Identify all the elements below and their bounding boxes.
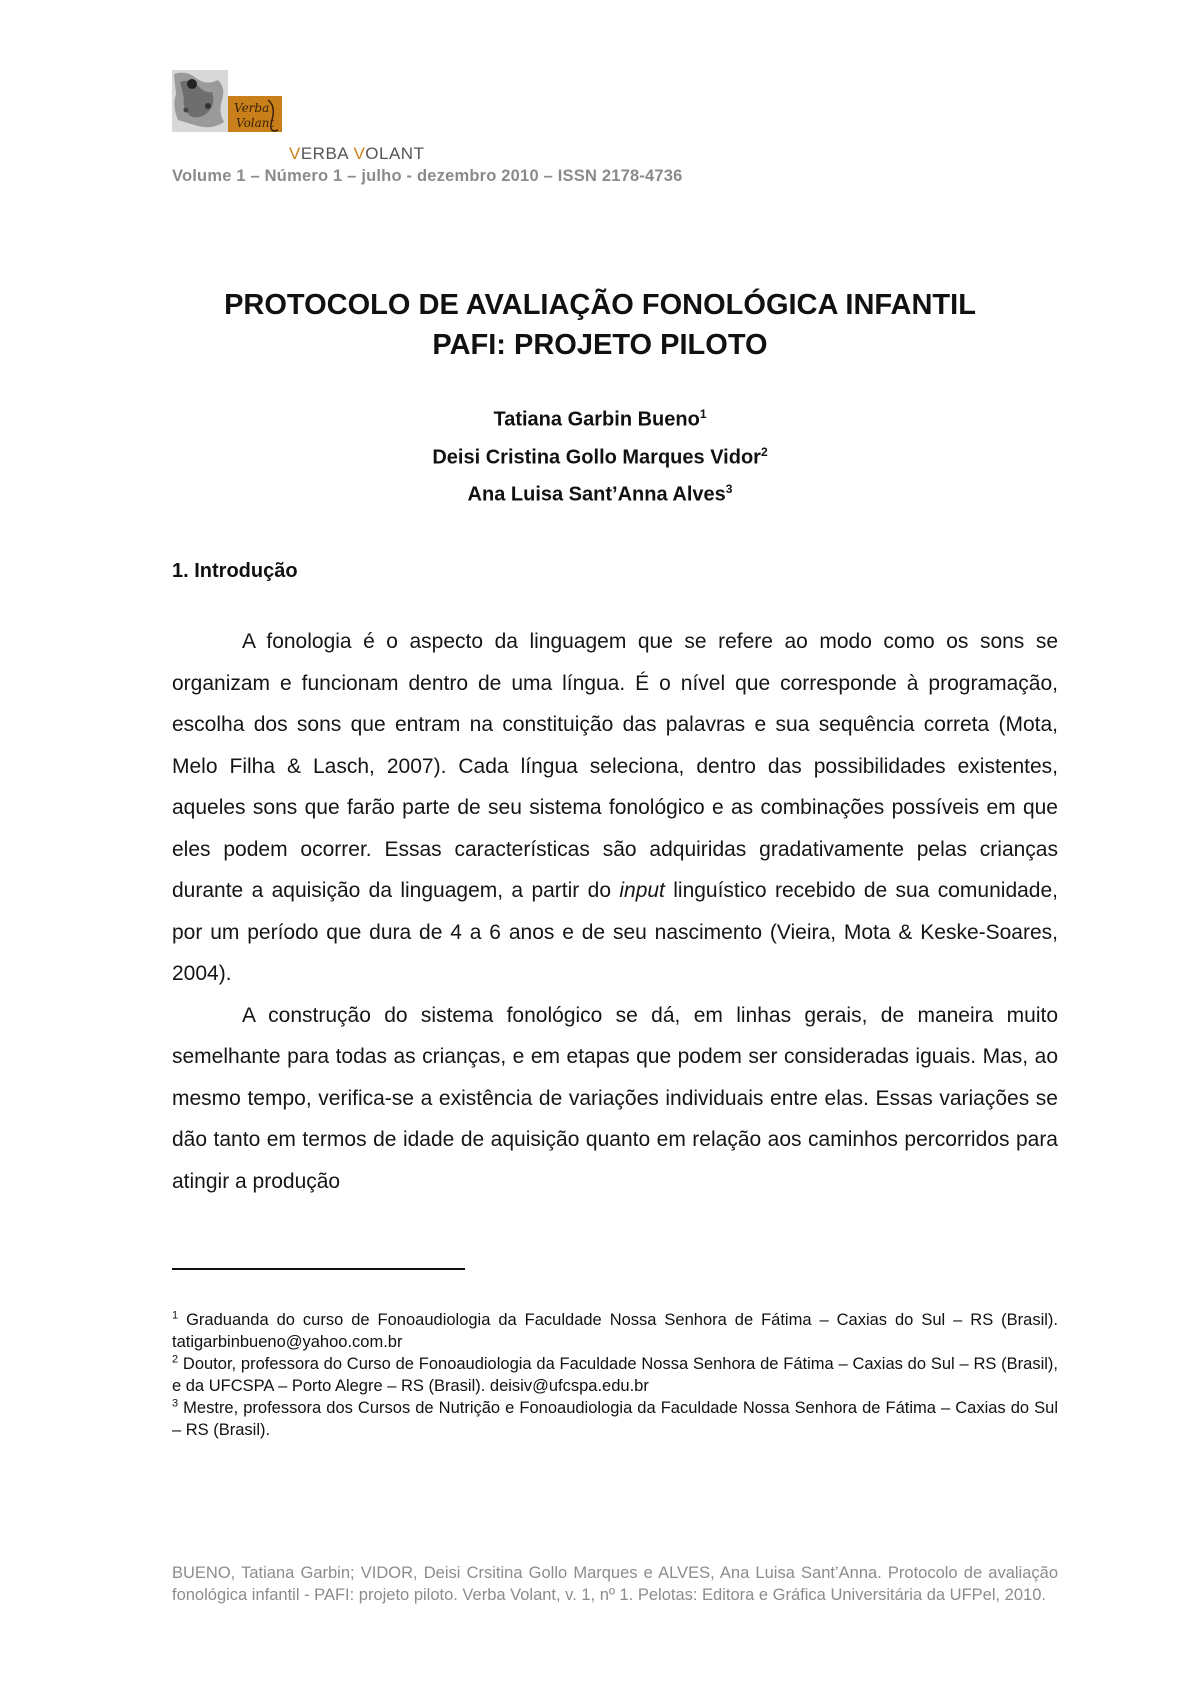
paragraph: A fonologia é o aspecto da linguagem que se refere ao modo como os sons se organizam e funcionam dentro de uma língua. É o nível que corresponde à programação, escolha dos sons que entram na constituição das palavras e sua sequência correta (Mota, Melo Filha & Lasch, 2007). Cada língua seleciona, dentro das possibilidades existentes, aqueles sons que farão parte de seu sistema fonológico e as combinações possíveis em que eles podem ocorrer. Essas características são adquiridas gradativamente pelas crianças durante a aquisição da linguagem, a partir do input linguístico recebido de sua comunidade, por um período que dura de 4 a 6 anos e de seu nascimento (Vieira, Mota & Keske-Soares, 2004).	[172, 630, 1059, 985]
italic-term: input	[619, 879, 665, 902]
footnote-ref[interactable]: 3	[725, 482, 733, 497]
footnotes	[172, 1309, 1058, 1441]
section-heading: 1. Introdução	[172, 560, 298, 582]
footnote: $^1$ Graduanda do curso de Fonoaudiologia da Faculdade Nossa Senhora de Fátima – Caxias do Sul – RS (Brasil). tatigarbinbueno@yahoo.com.br	[172, 1309, 1058, 1351]
journal-name: VERBA VOLANT	[289, 144, 425, 163]
author: Ana Luisa Sant’Anna Alves$^3$	[467, 482, 733, 506]
footnote: $^3$ Mestre, professora dos Cursos de Nutrição e Fonoaudiologia da Faculdade Nossa Senhora de Fátima – Caxias do Sul – RS (Brasil).	[172, 1397, 1058, 1439]
footnote: $^2$ Doutor, professora do Curso de Fonoaudiologia da Faculdade Nossa Senhora de Fátima – Caxias do Sul – RS (Brasil), e da UFCSPA – Porto Alegre – RS (Brasil). deisiv@ufcspa.edu.br	[172, 1353, 1058, 1395]
author: Deisi Cristina Gollo Marques Vidor$^2$	[432, 444, 768, 469]
paragraph: A construção do sistema fonológico se dá, em linhas gerais, de maneira muito semelhante para todas as crianças, e em etapas que podem ser consideradas iguais. Mas, ao mesmo tempo, verifica-se a existência de variações individuais entre elas. Essas variações se dão tanto em termos de idade de aquisição quanto em relação aos caminhos percorridos para atingir a produção	[172, 1003, 1058, 1193]
issue-info: Volume 1 – Número 1 – julho - dezembro 2010 – ISSN 2178-4736	[172, 167, 683, 185]
paper-title	[0, 285, 1200, 365]
author-list	[0, 398, 1200, 511]
journal-logo	[172, 70, 282, 132]
author: Tatiana Garbin Bueno$^1$	[493, 407, 707, 431]
footnote-divider	[172, 1268, 465, 1270]
body-text	[172, 621, 1058, 1202]
title-line-1: PROTOCOLO DE AVALIAÇÃO FONOLÓGICA INFANTIL	[224, 289, 976, 321]
footnote-ref[interactable]: 2	[760, 444, 768, 459]
citation-footer: BUENO, Tatiana Garbin; VIDOR, Deisi Crsitina Gollo Marques e ALVES, Ana Luisa Sant’Anna. Protocolo de avaliação fonológica infantil - PAFI: projeto piloto. Verba Volant, v. 1, nº 1. Pelotas: Editora e Gráfica Universitária da UFPel, 2010.	[172, 1564, 1058, 1604]
svg-text:Volant: Volant	[236, 116, 275, 130]
footnote-ref[interactable]: 1	[699, 407, 707, 421]
logo-image	[172, 70, 282, 132]
logo-wordmark: Verba	[234, 101, 270, 115]
title-line-2: PAFI: PROJETO PILOTO	[432, 329, 768, 361]
